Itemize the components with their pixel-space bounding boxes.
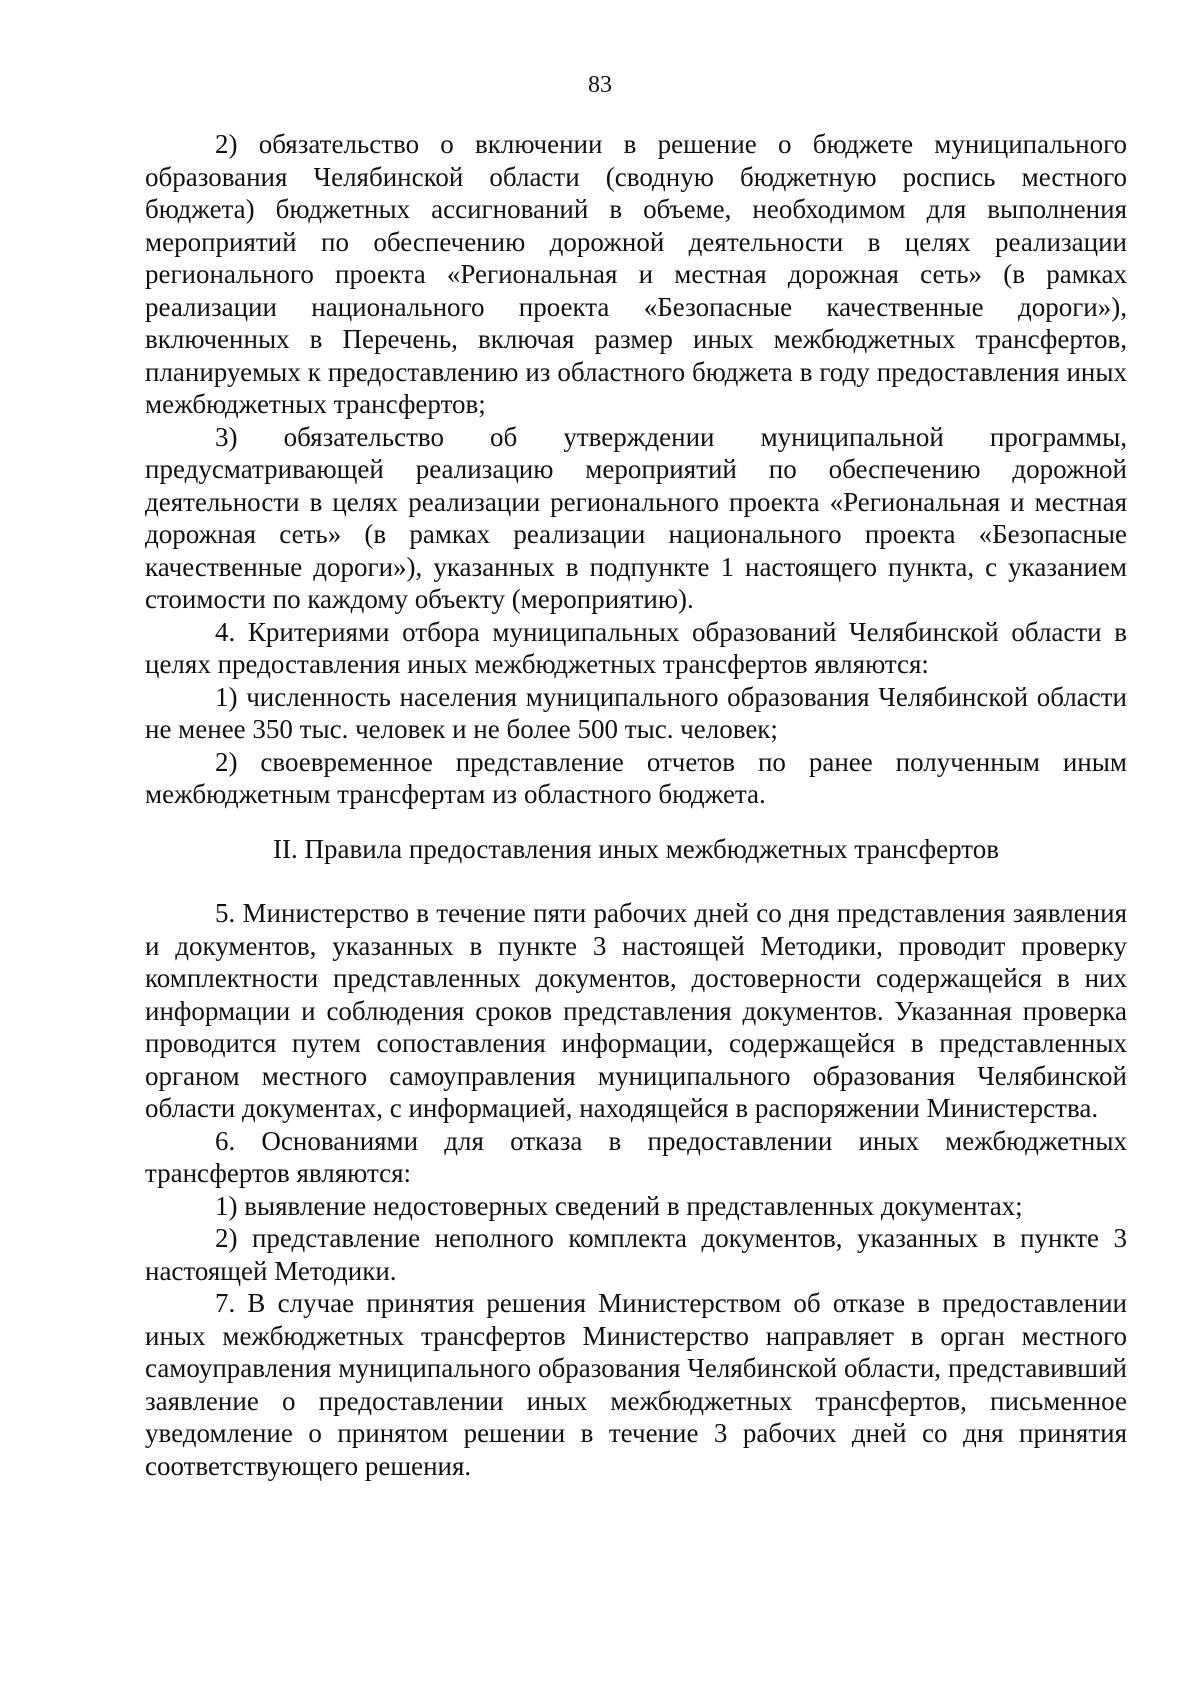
paragraph-obligation-budget: 2) обязательство о включении в решение о бюджете муниципального образования Челябинской области (сводную бюджетную роспись местного бюджета) бюджетных ассигнований в объеме, необходимом для выполнения мероприятий по обеспечению дорожной деятельности в целях реализации регионального проекта «Региональная и местная дорожная сеть» (в рамках реализации национального проекта «Безопасные качественные дороги»), включенных в Перечень, включая размер иных межбюджетных трансфертов, планируемых к предоставлению из областного бюджета в году предоставления иных межбюджетных трансфертов;: [145, 129, 1127, 419]
paragraph-ground-unreliable: 1) выявление недостоверных сведений в представленных документах;: [215, 1190, 1023, 1221]
paragraph-criterion-reports: 2) своевременное представление отчетов по ранее полученным иным межбюджетным трансфертам из областного бюджета.: [145, 746, 1127, 809]
paragraph-ground-incomplete: 2) представление неполного комплекта документов, указанных в пункте 3 настоящей Методики.: [145, 1223, 1127, 1286]
page-number: 83: [588, 72, 612, 98]
paragraph-refusal-notification: 7. В случае принятия решения Министерством об отказе в предоставлении иных межбюджетных трансфертов Министерство направляет в орган местного самоуправления муниципального образования Челябинской области, представивший заявление о предоставлении иных межбюджетных трансфертов, письменное уведомление о принятом решении в течение 3 рабочих дней со дня принятия соответствующего решения.: [145, 1288, 1127, 1481]
paragraph-ministry-check: 5. Министерство в течение пяти рабочих дней со дня представления заявления и документов, указанных в пункте 3 настоящей Методики, проводит проверку комплектности представленных документов, достоверности содержащейся в них информации и соблюдения сроков представления документов. Указанная проверка проводится путем сопоставления информации, содержащейся в представленных органом местного самоуправления муниципального образования Челябинской области документах, с информацией, находящейся в распоряжении Министерства.: [145, 898, 1127, 1123]
heading-spacer: [145, 885, 1127, 897]
paragraph-refusal-grounds: 6. Основаниями для отказа в предоставлении иных межбюджетных трансфертов являются:: [145, 1125, 1127, 1188]
paragraph-selection-criteria: 4. Критериями отбора муниципальных образований Челябинской области в целях предоставления иных межбюджетных трансфертов являются:: [145, 616, 1127, 679]
paragraph-obligation-program: 3) обязательство об утверждении муниципальной программы, предусматривающей реализацию мероприятий по обеспечению дорожной деятельности в целях реализации регионального проекта «Региональная и местная дорожная сеть» (в рамках реализации национального проекта «Безопасные качественные дороги»), указанных в подпункте 1 настоящего пункта, с указанием стоимости по каждому объекту (мероприятию).: [145, 421, 1127, 614]
section-heading: II. Правила предоставления иных межбюджетных трансфертов: [273, 833, 999, 864]
paragraph-criterion-population: 1) численность населения муниципального образования Челябинской области не менее 350 тыс. человек и не более 500 тыс. человек;: [145, 681, 1127, 744]
document-body: [145, 128, 1127, 1482]
